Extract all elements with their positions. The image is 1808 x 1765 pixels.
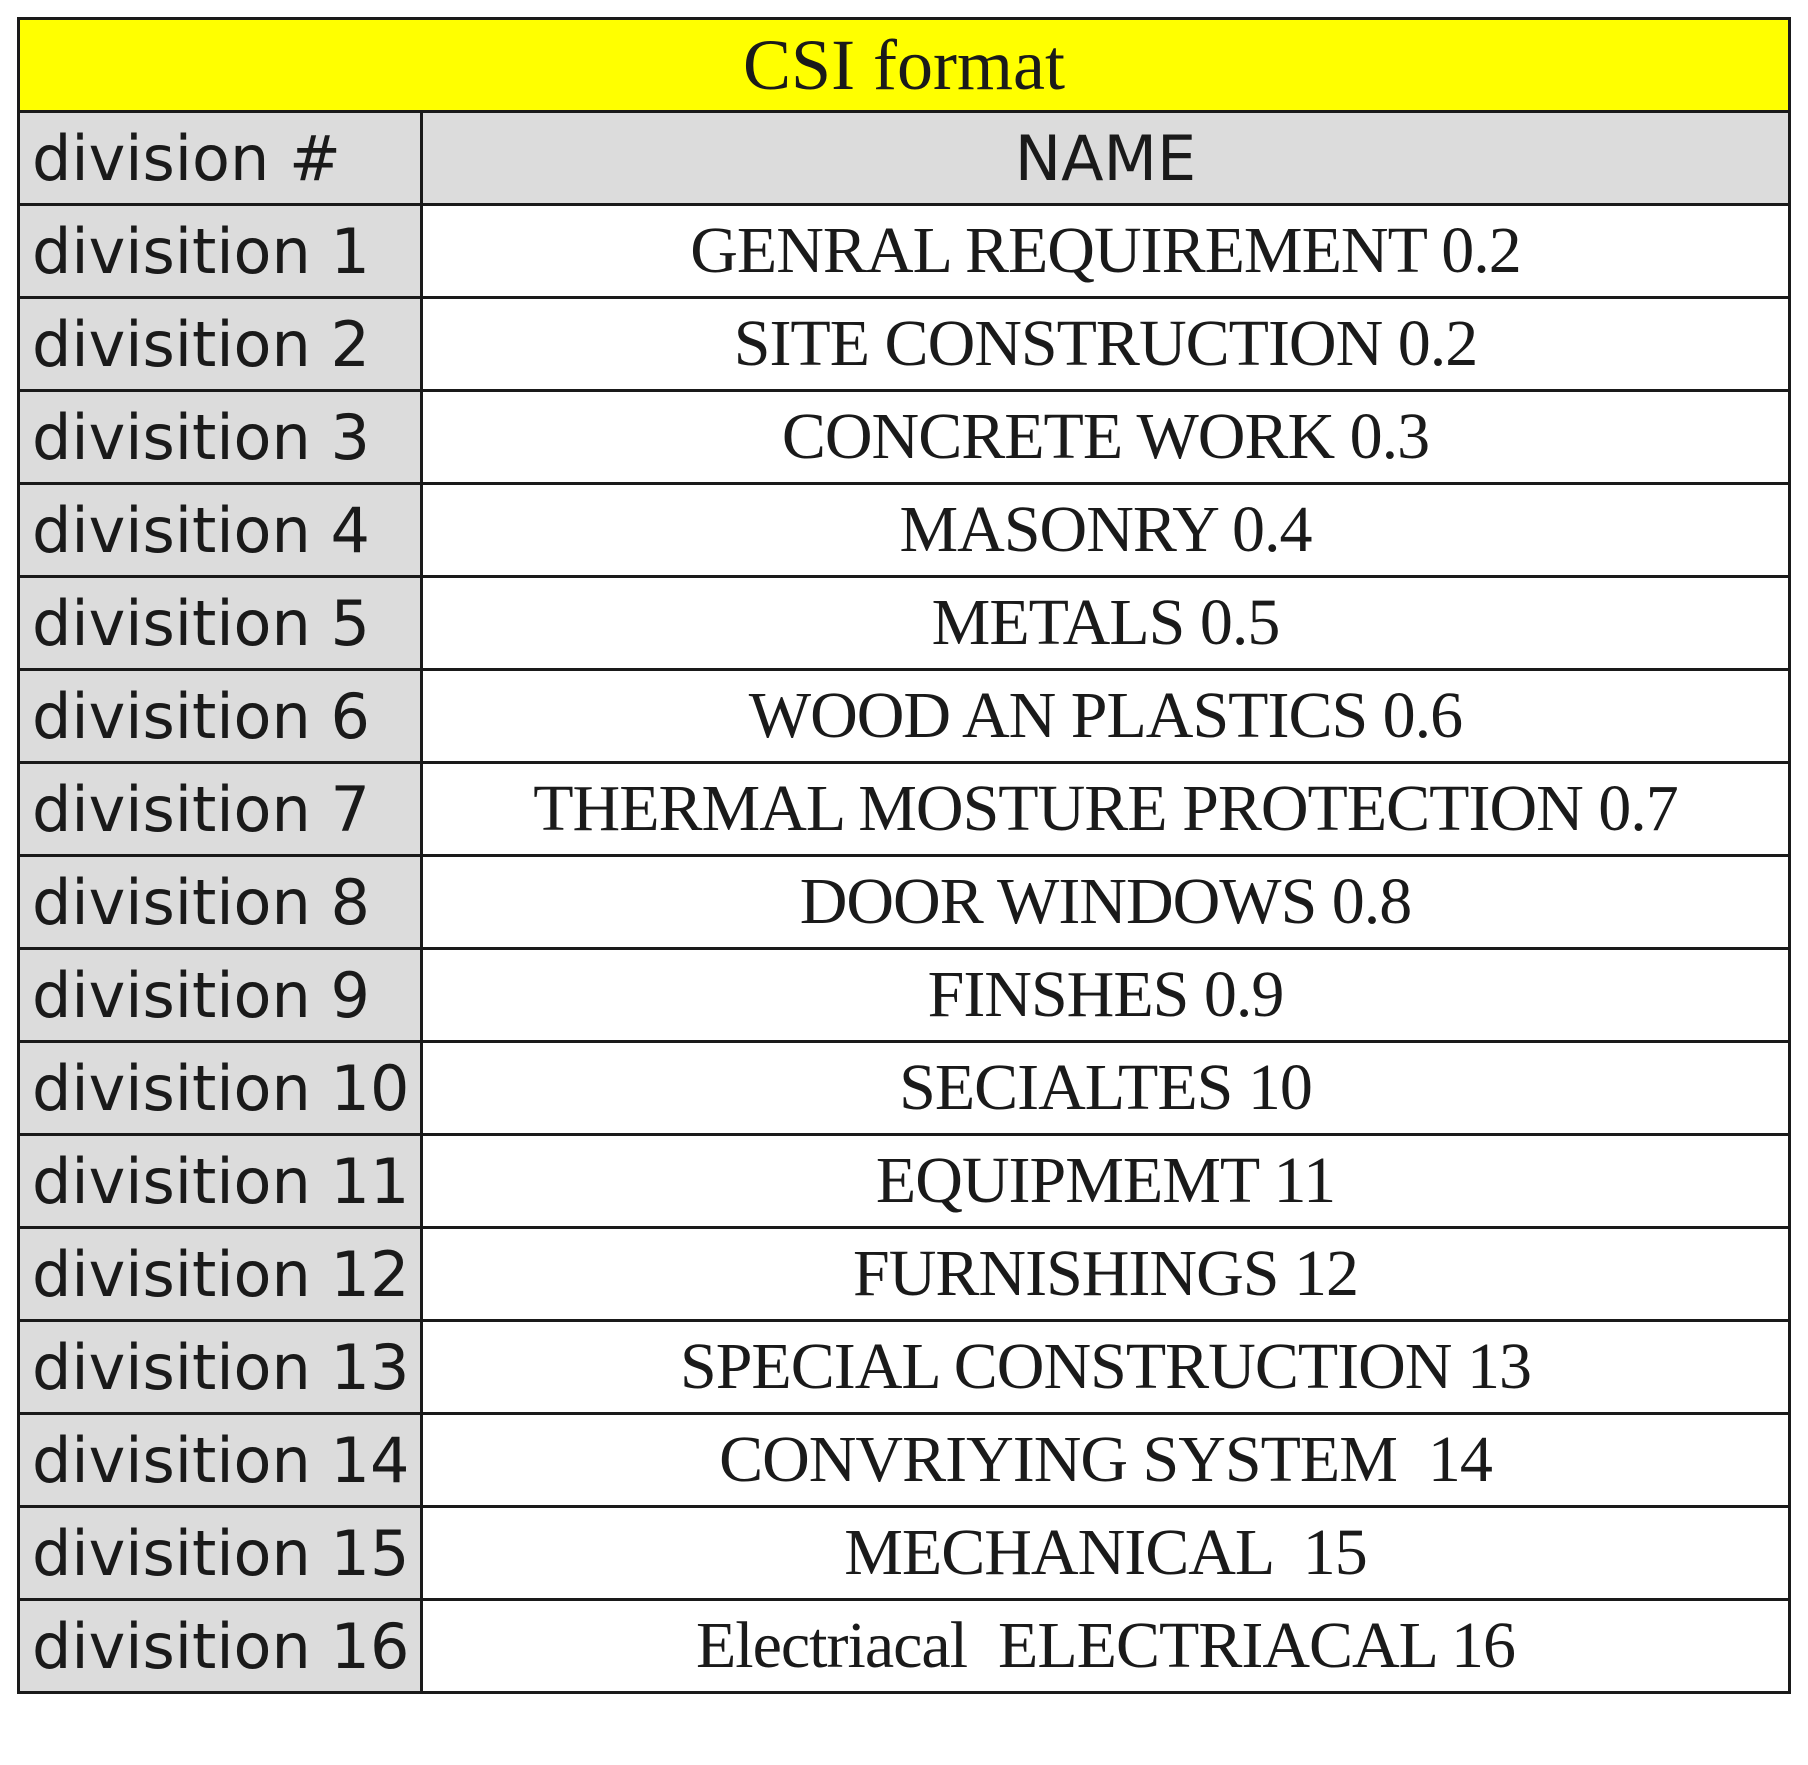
division-number-cell: divisition 6 — [19, 670, 422, 763]
table-row — [19, 1507, 1790, 1600]
table-row — [19, 391, 1790, 484]
division-name-cell: Electriacal ELECTRIACAL 16 — [422, 1600, 1790, 1693]
division-name-cell: SITE CONSTRUCTION 0.2 — [422, 298, 1790, 391]
division-name-cell: METALS 0.5 — [422, 577, 1790, 670]
table-row — [19, 856, 1790, 949]
column-header-name: NAME — [422, 112, 1790, 205]
division-name-cell: GENRAL REQUIREMENT 0.2 — [422, 205, 1790, 298]
division-number-cell: divisition 1 — [19, 205, 422, 298]
table-row — [19, 1321, 1790, 1414]
division-number-cell: divisition 9 — [19, 949, 422, 1042]
division-name-cell: SPECIAL CONSTRUCTION 13 — [422, 1321, 1790, 1414]
division-name-cell: SECIALTES 10 — [422, 1042, 1790, 1135]
division-name-cell: CONVRIYING SYSTEM 14 — [422, 1414, 1790, 1507]
table-title: CSI format — [19, 19, 1790, 112]
division-name-cell: WOOD AN PLASTICS 0.6 — [422, 670, 1790, 763]
division-number-cell: divisition 13 — [19, 1321, 422, 1414]
table-row — [19, 484, 1790, 577]
table-row — [19, 763, 1790, 856]
table-row — [19, 298, 1790, 391]
table-row — [19, 1135, 1790, 1228]
division-name-cell: THERMAL MOSTURE PROTECTION 0.7 — [422, 763, 1790, 856]
table-row — [19, 1414, 1790, 1507]
table-row — [19, 1600, 1790, 1693]
division-number-cell: divisition 5 — [19, 577, 422, 670]
division-name-cell: DOOR WINDOWS 0.8 — [422, 856, 1790, 949]
division-name-cell: EQUIPMEMT 11 — [422, 1135, 1790, 1228]
division-number-cell: divisition 15 — [19, 1507, 422, 1600]
table-row — [19, 577, 1790, 670]
division-number-cell: divisition 4 — [19, 484, 422, 577]
table-row — [19, 205, 1790, 298]
division-name-cell: CONCRETE WORK 0.3 — [422, 391, 1790, 484]
division-number-cell: divisition 3 — [19, 391, 422, 484]
division-name-cell: FURNISHINGS 12 — [422, 1228, 1790, 1321]
column-header-division: division # — [19, 112, 422, 205]
table-row — [19, 1042, 1790, 1135]
division-number-cell: divisition 10 — [19, 1042, 422, 1135]
division-number-cell: divisition 8 — [19, 856, 422, 949]
division-number-cell: divisition 14 — [19, 1414, 422, 1507]
table-row — [19, 1228, 1790, 1321]
division-name-cell: MECHANICAL 15 — [422, 1507, 1790, 1600]
division-name-cell: FINSHES 0.9 — [422, 949, 1790, 1042]
table-row — [19, 670, 1790, 763]
division-number-cell: divisition 2 — [19, 298, 422, 391]
division-number-cell: divisition 12 — [19, 1228, 422, 1321]
csi-format-table — [17, 17, 1791, 1694]
header-row — [19, 112, 1790, 205]
title-row — [19, 19, 1790, 112]
division-number-cell: divisition 11 — [19, 1135, 422, 1228]
division-name-cell: MASONRY 0.4 — [422, 484, 1790, 577]
table-row — [19, 949, 1790, 1042]
division-number-cell: divisition 7 — [19, 763, 422, 856]
division-number-cell: divisition 16 — [19, 1600, 422, 1693]
